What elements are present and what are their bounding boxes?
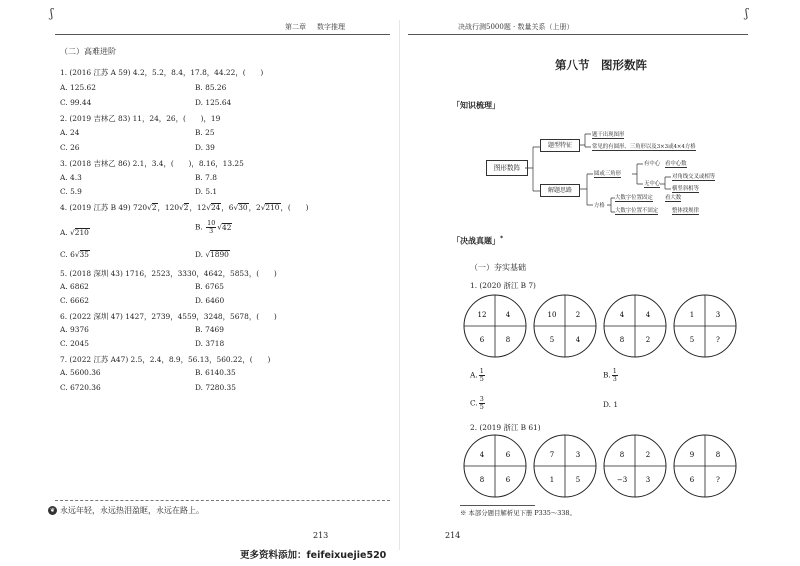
q1-circle-3 [604, 295, 666, 357]
q1-option-a: A. 125.62 [60, 83, 96, 92]
q5-option-b: B. 6765 [195, 282, 224, 291]
mm-b2-mid2-item2: 看大数 [665, 195, 682, 201]
mindmap-root: 图形数阵 [486, 160, 528, 176]
q4-b-fraction: $\frac{10}{3}$ [207, 219, 216, 235]
book-title: 决战行测5000题 · 数量关系（上册） [458, 23, 574, 31]
q1-c4-tr: 3 [715, 311, 721, 319]
motto: 永远年轻，永远热泪盈眶，永远在路上。 [60, 506, 204, 515]
mm-b2-mid2: 方格 [594, 203, 605, 209]
footnote: ※ 本部分题目解析见下册 P335～338。 [460, 509, 576, 517]
q1-c3-bl: 8 [619, 336, 625, 344]
exam-mark: * [500, 235, 504, 242]
left-page-number: 213 [313, 531, 329, 540]
bottom-banner: 更多资料添加：feifeixuejie520 [240, 550, 387, 561]
fig-q1-option-c: C. $\frac{3}{5}$ [470, 395, 484, 411]
q2-option-c: C. 26 [60, 143, 80, 152]
mm-b2-mid1-item2: 看中心数 [665, 161, 687, 167]
q1-option-c: C. 99.44 [60, 98, 92, 107]
fig-q1-option-b: B. $\frac{1}{3}$ [603, 367, 617, 383]
mm-b2-mid2-item1: 大数字位置固定 [615, 195, 653, 201]
mm-b2-mid1: 圆或三角形 [594, 171, 621, 177]
q4-option-d: D. √1890 [195, 250, 229, 259]
right-page [400, 0, 800, 566]
q1-option-d: D. 125.64 [195, 98, 232, 107]
q1-c2-tl: 10 [547, 311, 557, 319]
q1-circles [460, 292, 740, 362]
q2-c2-tl: 7 [549, 451, 555, 459]
q2-c3-tl: 8 [619, 451, 625, 459]
q2-circle-3 [604, 435, 666, 497]
q2-circle-1 [464, 435, 526, 497]
q1-circle-2 [534, 295, 596, 357]
right-running-header [408, 22, 748, 35]
q6-option-a: A. 9376 [60, 325, 89, 334]
q1-c3-br: 2 [645, 336, 651, 344]
q1-option-b: B. 85.26 [195, 83, 227, 92]
q1-c3-tr: 4 [645, 311, 651, 319]
q7-option-c: C. 6720.36 [60, 383, 101, 392]
section-title: （二）高难进阶 [60, 47, 116, 56]
exam-heading: 「决战真题」* [452, 235, 504, 246]
q1-c4-br: ? [716, 336, 720, 344]
question-6: 6. (2022 深圳 47) 1427，2739，4559，3248，5678，( ) [60, 312, 277, 321]
q1-c1-br: 8 [505, 336, 511, 344]
figure-question-2: 2. (2019 浙江 B 61) [470, 423, 541, 432]
knowledge-heading: 「知识梳理」 [452, 101, 500, 110]
q1-c4-bl: 5 [689, 336, 695, 344]
mm-b2-mid1-item3: 无中心 [644, 181, 661, 187]
question-4: 4. (2019 江苏 B 49) 720√2，120√2，12√24，6√30，2√210，( ) [60, 203, 309, 212]
q2-option-b: B. 25 [195, 128, 215, 137]
mindmap-branch1: 题型特征 [540, 139, 580, 152]
right-page-number: 214 [445, 531, 461, 540]
q5-option-c: C. 6662 [60, 296, 89, 305]
q2-option-d: D. 39 [195, 143, 215, 152]
q1-circle-1 [464, 295, 526, 357]
mm-b2-mid2-item3: 大数字位置不固定 [615, 208, 659, 214]
q1-c1-bl: 6 [479, 336, 485, 344]
question-7: 7. (2022 江苏 A47) 2.5，2.4，8.9，56.13，560.22，( ) [60, 355, 271, 364]
fig-q1-option-a: A. $\frac{1}{5}$ [470, 367, 484, 383]
q6-option-b: B. 7469 [195, 325, 224, 334]
q5-option-a: A. 6862 [60, 282, 89, 291]
q1-c2-br: 4 [575, 336, 581, 344]
q2-option-a: A. 24 [60, 128, 80, 137]
mm-b2-mid1-item4: 对角线交叉或相等 [672, 174, 716, 180]
q2-circles [460, 432, 740, 502]
q4-option-c: C. 6√35 [60, 250, 89, 259]
q1-c2-bl: 5 [549, 336, 555, 344]
q2-c4-tl: 9 [689, 451, 695, 459]
q2-c3-tr: 2 [645, 451, 651, 459]
q5-option-d: D. 6460 [195, 296, 225, 305]
q3-option-d: D. 5.1 [195, 187, 218, 196]
mindmap-branch2: 解题思路 [540, 184, 580, 197]
q2-c3-bl: −3 [616, 476, 628, 484]
q4-option-a: A. √210 [60, 228, 89, 237]
question-1: 1. (2016 江苏 A 59) 4.2，5.2，8.4，17.8，44.22，( ) [60, 68, 264, 77]
q2-c1-bl: 8 [479, 476, 485, 484]
mm-b1-item2: 常见的有圆形、三角形以及3×3或4×4方格 [592, 144, 696, 150]
q2-c2-br: 5 [575, 476, 581, 484]
q2-circle-4 [674, 435, 736, 497]
q2-c2-tr: 3 [575, 451, 581, 459]
mm-b2-mid1-item1: 有中心 [644, 161, 661, 167]
q2-c1-tl: 4 [479, 451, 485, 459]
subsection-title: （一）夯实基础 [470, 263, 526, 272]
question-2: 2. (2019 吉林乙 83) 11，24，26，( )，19 [60, 114, 221, 123]
leaf-icon: ❦ [49, 507, 56, 514]
chapter-label: 第二章 [285, 23, 306, 31]
q2-c2-bl: 1 [549, 476, 555, 484]
q2-c3-br: 3 [645, 476, 651, 484]
q2-c4-tr: 8 [715, 451, 721, 459]
footnote-rule [460, 505, 535, 506]
q6-option-d: D. 3718 [195, 339, 225, 348]
q3-option-c: C. 5.9 [60, 187, 82, 196]
q1-c4-tl: 1 [689, 311, 695, 319]
q1-circle-4 [674, 295, 736, 357]
q1-c1-tl: 12 [477, 311, 487, 319]
question-5: 5. (2018 深圳 43) 1716，2523，3330，4642，5853，( ) [60, 269, 277, 278]
q7-option-a: A. 5600.36 [60, 368, 101, 377]
left-running-header [55, 22, 390, 35]
mm-b1-item1: 题干出现图形 [592, 132, 625, 138]
q1-c1-tr: 4 [505, 311, 511, 319]
question-3: 3. (2018 吉林乙 86) 2.1，3.4，( )，8.16，13.25 [60, 159, 244, 168]
q2-c1-br: 6 [505, 476, 511, 484]
q3-option-b: B. 7.8 [195, 173, 217, 182]
corner-mark-left: ʃ [50, 6, 54, 20]
q7-option-b: B. 6140.35 [195, 368, 236, 377]
q1-c3-tl: 4 [619, 311, 625, 319]
q7-option-d: D. 7280.35 [195, 383, 236, 392]
q2-c4-bl: 6 [689, 476, 695, 484]
section-heading: 第八节 图形数阵 [555, 58, 647, 72]
q2-c4-br: ? [716, 476, 720, 484]
q2-c1-tr: 6 [505, 451, 511, 459]
q3-option-a: A. 4.3 [60, 173, 82, 182]
left-footer-rule [55, 500, 390, 501]
chapter-title: 数字推理 [317, 23, 345, 31]
q6-option-c: C. 2045 [60, 339, 89, 348]
q2-circle-2 [534, 435, 596, 497]
corner-mark-right: ʃ [745, 6, 749, 20]
mm-b2-mid2-item4: 整体找规律 [672, 208, 699, 214]
fig-q1-option-d: D. 1 [603, 400, 619, 409]
figure-question-1: 1. (2020 浙江 B 7) [470, 281, 536, 290]
q1-c2-tr: 2 [575, 311, 581, 319]
mm-b2-mid1-item5: 横竖斜相等 [672, 186, 699, 192]
q4-option-b: B. $\frac{10}{3}$ √42 [195, 219, 232, 235]
